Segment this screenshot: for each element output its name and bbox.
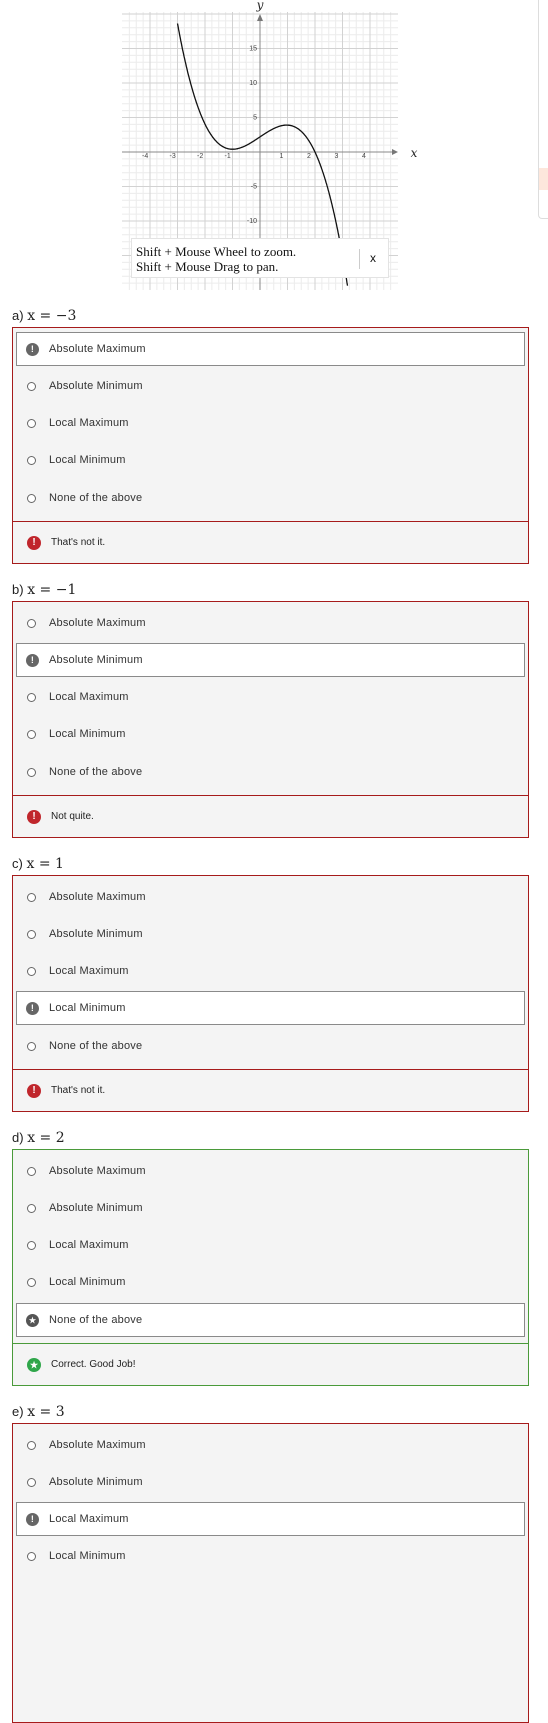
answer-option[interactable] [16,717,525,751]
option-label: Absolute Minimum [49,1476,143,1488]
y-tick-label: 10 [249,80,257,87]
option-label: Local Maximum [49,417,129,429]
feedback-message [13,521,528,563]
radio-button[interactable] [27,1042,36,1051]
answer-option[interactable] [16,643,525,677]
feedback-text: That's not it. [51,537,106,548]
option-label: Local Maximum [49,1513,129,1525]
answer-option[interactable] [16,917,525,951]
answer-choices [12,601,529,838]
radio-button[interactable] [27,1278,36,1287]
selected-alert-icon[interactable]: ! [26,1002,39,1015]
correct-star-icon: ★ [27,1358,41,1372]
radio-button[interactable] [27,967,36,976]
side-panel-edge [538,0,548,219]
radio-button[interactable] [27,1441,36,1450]
radio-button[interactable] [27,893,36,902]
answer-option[interactable] [16,1154,525,1188]
question-letter: c) [12,856,23,871]
y-axis-label: y [256,0,264,12]
error-alert-icon: ! [27,536,41,550]
question-title [12,582,76,598]
question-title [12,1404,65,1420]
answer-option[interactable] [16,369,525,403]
x-tick-label: -4 [142,153,149,160]
option-label: Local Maximum [49,1239,129,1251]
option-label: None of the above [49,1314,143,1326]
radio-button[interactable] [27,1204,36,1213]
answer-option[interactable] [16,755,525,789]
x-tick-label: 3 [334,153,339,160]
option-label: None of the above [49,766,143,778]
option-label: Local Maximum [49,691,129,703]
x-axis-label: x [410,146,418,160]
x-tick-label: 2 [307,153,311,160]
answer-choices [12,875,529,1112]
option-label: Absolute Maximum [49,891,146,903]
option-label: Local Minimum [49,454,126,466]
radio-button[interactable] [27,1167,36,1176]
question-math: x = −3 [27,308,77,324]
x-tick-label: 1 [279,153,284,160]
question-letter: e) [12,1404,24,1419]
feedback-text: Correct. Good Job! [51,1359,136,1370]
question-title [12,308,76,324]
radio-button[interactable] [27,930,36,939]
option-label: Absolute Minimum [49,654,143,666]
option-label: Local Minimum [49,728,126,740]
question-title [12,856,64,872]
question-title [12,1130,65,1146]
hint-line-zoom: Shift + Mouse Wheel to zoom. [136,244,297,259]
option-label: None of the above [49,1040,143,1052]
answer-option[interactable] [16,1465,525,1499]
answer-option[interactable] [16,1029,525,1063]
y-tick-label: 15 [249,45,257,53]
answer-option[interactable] [16,1502,525,1536]
answer-option[interactable] [16,481,525,515]
radio-button[interactable] [27,456,36,465]
function-graph[interactable] [0,0,548,300]
answer-option[interactable] [16,1228,525,1262]
radio-button[interactable] [27,768,36,777]
selected-star-icon[interactable]: ★ [26,1314,39,1327]
option-label: Absolute Maximum [49,1439,146,1451]
x-tick-label: -3 [169,153,176,160]
option-label: Local Maximum [49,965,129,977]
radio-button[interactable] [27,382,36,391]
answer-option[interactable] [16,880,525,914]
answer-option[interactable] [16,332,525,366]
x-tick-label: -2 [197,153,204,160]
option-label: Absolute Maximum [49,343,146,355]
option-label: Absolute Minimum [49,1202,143,1214]
question-letter: d) [12,1130,24,1145]
close-hint-button[interactable]: x [359,249,376,269]
radio-button[interactable] [27,419,36,428]
y-tick-label: -5 [250,183,257,191]
zoom-hint-tooltip [131,238,389,278]
radio-button[interactable] [27,730,36,739]
error-alert-icon: ! [27,810,41,824]
feedback-text: That's not it. [51,1085,106,1096]
answer-option[interactable] [16,991,525,1025]
question-letter: b) [12,582,24,597]
option-label: None of the above [49,492,143,504]
answer-option[interactable] [16,1428,525,1462]
feedback-message [13,1069,528,1111]
selected-alert-icon[interactable]: ! [26,1513,39,1526]
x-tick-label: -1 [224,153,231,160]
option-label: Local Minimum [49,1276,126,1288]
answer-option[interactable] [16,954,525,988]
answer-option[interactable] [16,1303,525,1337]
question-math: x = 2 [27,1130,65,1146]
option-label: Absolute Minimum [49,380,143,392]
option-label: Absolute Maximum [49,1165,146,1177]
hint-line-pan: Shift + Mouse Drag to pan. [136,259,279,274]
question-math: x = 3 [27,1404,65,1420]
question-math: x = 1 [26,856,64,872]
question-letter: a) [12,308,24,323]
question-math: x = −1 [27,582,77,598]
option-label: Local Minimum [49,1002,126,1014]
radio-button[interactable] [27,693,36,702]
answer-option[interactable] [16,1539,525,1573]
radio-button[interactable] [27,1478,36,1487]
radio-button[interactable] [27,1552,36,1561]
radio-button[interactable] [27,619,36,628]
y-tick-label: -10 [246,218,257,225]
radio-button[interactable] [27,494,36,503]
answer-option[interactable] [16,406,525,440]
answer-option[interactable] [16,606,525,640]
feedback-text: Not quite. [51,811,94,822]
feedback-message [13,795,528,837]
answer-option[interactable] [16,1191,525,1225]
selected-alert-icon[interactable]: ! [26,343,39,356]
option-label: Absolute Maximum [49,617,146,629]
radio-button[interactable] [27,1241,36,1250]
answer-choices [12,1149,529,1386]
option-label: Local Minimum [49,1550,126,1562]
x-tick-label: 4 [362,153,366,160]
answer-choices [12,1423,529,1723]
y-tick-label: 5 [253,114,257,122]
error-alert-icon: ! [27,1084,41,1098]
answer-option[interactable] [16,443,525,477]
option-label: Absolute Minimum [49,928,143,940]
answer-choices [12,327,529,564]
answer-option[interactable] [16,1265,525,1299]
selected-alert-icon[interactable]: ! [26,654,39,667]
feedback-message [13,1343,528,1385]
answer-option[interactable] [16,680,525,714]
